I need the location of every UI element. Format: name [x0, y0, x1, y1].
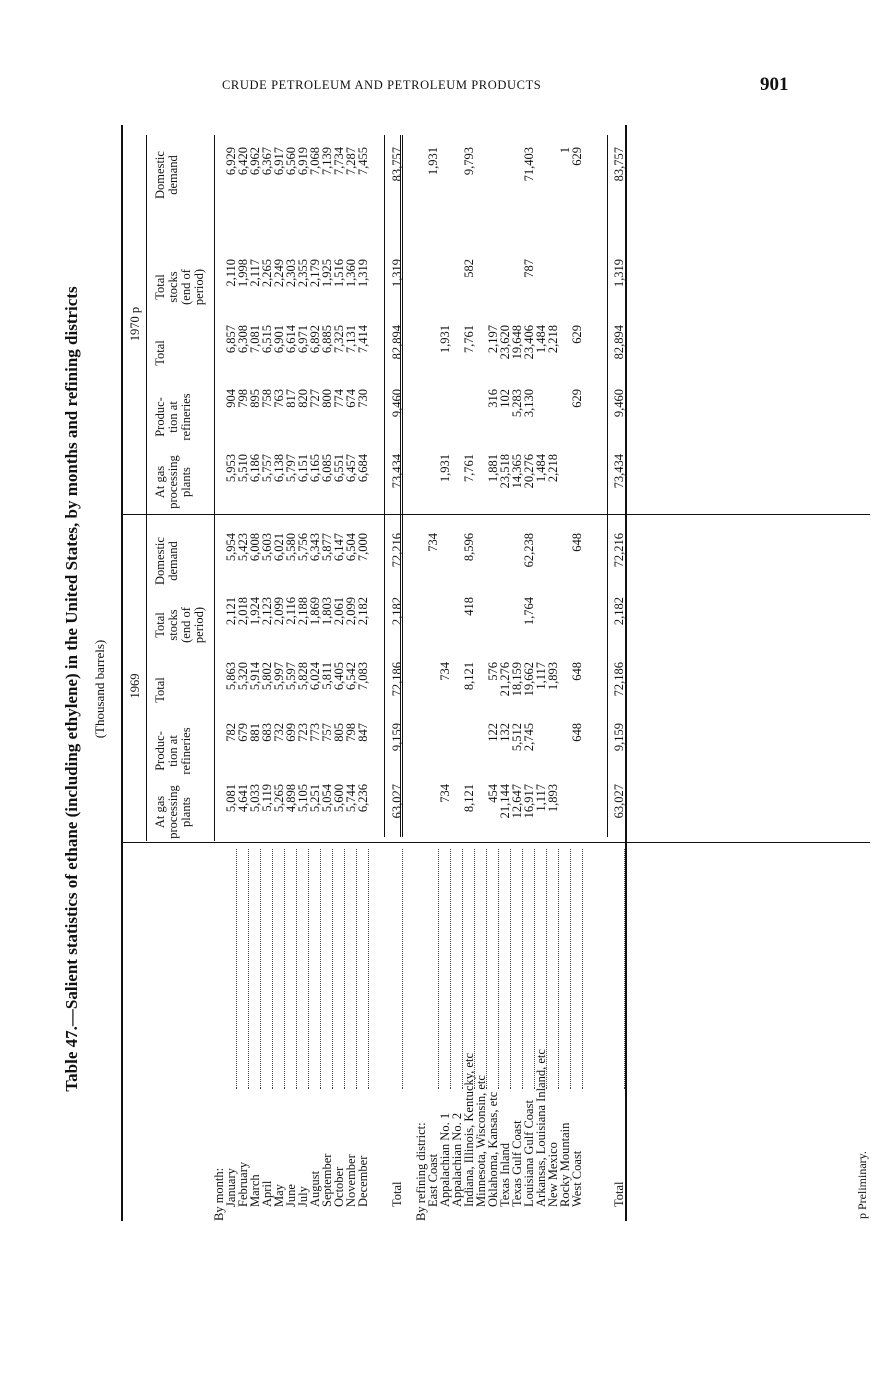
month-row-c1969-col1: 5,081: [224, 784, 238, 813]
month-row-c1970-col2: 774: [332, 389, 346, 408]
leader-dots: [346, 849, 357, 1089]
month-row-c1970-col2: 798: [236, 389, 250, 408]
month-row-c1970-col3: 7,325: [332, 325, 346, 354]
month-total-row-label: Total: [390, 1181, 404, 1207]
month-row-c1969-col5: 7,000: [356, 533, 370, 562]
month-row-c1969-col3: 5,997: [272, 662, 286, 691]
leader-dots: [274, 849, 285, 1089]
month-row-c1970-col4: 1,925: [320, 259, 334, 288]
month-row-c1970-col5: 6,420: [236, 147, 250, 176]
month-row-c1970-col3: 6,308: [236, 325, 250, 354]
month-row-c1970-col1: 6,684: [356, 454, 370, 483]
month-row-c1970-col5: 7,455: [356, 147, 370, 176]
month-row-c1969-col1: 5,600: [332, 784, 346, 813]
month-row-c1969-col4: 2,188: [296, 597, 310, 626]
month-row-c1969-col3: 6,024: [308, 662, 322, 691]
month-row-c1969-col3: 5,802: [260, 662, 274, 691]
district-total-row-c1970-col4: 1,319: [612, 259, 626, 288]
column-header-1969-5: Domestic demand: [153, 537, 180, 585]
month-row-c1969-col3: 7,083: [356, 662, 370, 691]
section-label-by-district: By refining district:: [414, 1122, 428, 1221]
month-row-c1969-col2: 757: [320, 723, 334, 742]
district-total-row-label: Total: [612, 1181, 626, 1207]
month-row-c1969-col3: 6,405: [332, 662, 346, 691]
month-row-c1970-col1: 5,510: [236, 454, 250, 483]
month-row-c1970-col4: 2,117: [248, 259, 262, 287]
district-row-c1970-col3: 2,218: [546, 325, 560, 354]
month-row-c1970-col5: 7,287: [344, 147, 358, 176]
month-row-c1969-col3: 5,914: [248, 662, 262, 691]
district-row-c1970-col1: 1,484: [534, 454, 548, 483]
district-row-c1969-col1: 12,647: [510, 784, 524, 819]
district-row-c1969-col5: 8,596: [462, 533, 476, 562]
district-row-c1970-col2: 5,283: [510, 389, 524, 418]
leader-dots: [250, 849, 261, 1089]
month-row-label: May: [272, 1184, 286, 1207]
district-row-c1970-col3: 1,931: [438, 325, 452, 354]
month-row-c1970-col3: 6,515: [260, 325, 274, 354]
month-row-c1969-col3: 5,828: [296, 662, 310, 691]
month-row-c1970-col5: 7,068: [308, 147, 322, 176]
district-row-c1969-col3: 648: [570, 662, 584, 681]
district-row-label: New Mexico: [546, 1142, 560, 1207]
month-row-c1969-col5: 5,877: [320, 533, 334, 562]
district-row-c1969-col1: 454: [486, 784, 500, 803]
leader-dots: [334, 849, 345, 1089]
district-row-c1970-col3: 1,484: [534, 325, 548, 354]
month-row-c1969-col2: 699: [284, 723, 298, 742]
district-row-c1969-col1: 8,121: [462, 784, 476, 813]
month-row-c1970-col4: 1,360: [344, 259, 358, 288]
district-total-row-c1970-col1: 73,434: [612, 454, 626, 489]
district-row-c1969-col3: 21,276: [498, 662, 512, 697]
leader-dots: [358, 849, 369, 1089]
month-row-c1969-col1: 5,033: [248, 784, 262, 813]
district-row-c1969-col2: 5,512: [510, 723, 524, 752]
section-label-by-month: By month:: [212, 1167, 226, 1221]
leader-dots: [440, 849, 451, 1089]
year-1970-heading: 1970 p: [128, 306, 142, 342]
month-row-c1970-col2: 895: [248, 389, 262, 408]
district-row-c1970-col5: 629: [570, 147, 584, 166]
district-row-c1970-col5: 1: [558, 147, 572, 154]
month-row-c1969-col5: 5,423: [236, 533, 250, 562]
table-subtitle: (Thousand barrels): [92, 639, 107, 739]
district-row-c1970-col1: 1,931: [438, 454, 452, 483]
month-row-c1969-col2: 782: [224, 723, 238, 742]
month-row-c1969-col5: 6,008: [248, 533, 262, 562]
month-row-c1969-col1: 5,265: [272, 784, 286, 813]
district-row-label: Minnesota, Wisconsin, etc: [474, 1075, 488, 1207]
leader-dots: [614, 849, 625, 1089]
month-row-c1970-col4: 1,998: [236, 259, 250, 288]
leader-dots: [500, 849, 511, 1089]
month-row-c1970-col3: 6,901: [272, 325, 286, 354]
month-row-c1970-col5: 6,929: [224, 147, 238, 176]
leader-dots: [286, 849, 297, 1089]
district-row-c1970-col3: 629: [570, 325, 584, 344]
month-total-row-c1969-col5: 72,216: [390, 533, 404, 568]
month-row-label: November: [344, 1154, 358, 1207]
district-row-c1969-col3: 18,159: [510, 662, 524, 697]
month-row-c1970-col2: 817: [284, 389, 298, 408]
total-rule: [607, 135, 608, 837]
month-row-label: October: [332, 1166, 346, 1207]
district-row-c1970-col5: 1,931: [426, 147, 440, 176]
month-row-c1970-col4: 2,249: [272, 259, 286, 288]
district-total-row-c1970-col3: 82,894: [612, 325, 626, 360]
leader-dots: [298, 849, 309, 1089]
leader-dots: [476, 849, 487, 1089]
district-total-row-c1969-col4: 2,182: [612, 597, 626, 626]
month-row-c1970-col5: 6,917: [272, 147, 286, 176]
month-row-c1969-col5: 5,580: [284, 533, 298, 562]
district-row-c1969-col4: 1,764: [522, 597, 536, 626]
district-row-c1970-col2: 316: [486, 389, 500, 408]
column-header-1969-2: Produc- tion at refineries: [153, 727, 193, 775]
month-row-label: July: [296, 1186, 310, 1207]
month-row-c1970-col2: 820: [296, 389, 310, 408]
month-row-c1969-col2: 881: [248, 723, 262, 742]
month-row-c1969-col4: 2,099: [344, 597, 358, 626]
month-total-row-c1970-col2: 9,460: [390, 389, 404, 418]
month-row-c1969-col1: 5,251: [308, 784, 322, 813]
district-total-row-c1969-col3: 72,186: [612, 662, 626, 697]
district-row-c1969-col2: 132: [498, 723, 512, 742]
table-title: Table 47.—Salient statistics of ethane (including ethylene) in the United States, by months and refining districts: [62, 286, 81, 1092]
month-row-c1970-col2: 674: [344, 389, 358, 408]
month-row-c1970-col5: 7,139: [320, 147, 334, 176]
month-row-c1969-col2: 679: [236, 723, 250, 742]
column-header-1970-1: At gas processing plants: [153, 455, 193, 509]
month-row-c1969-col4: 1,869: [308, 597, 322, 626]
month-row-c1969-col4: 1,924: [248, 597, 262, 626]
month-row-c1969-col3: 5,320: [236, 662, 250, 691]
district-row-c1969-col5: 62,238: [522, 533, 536, 568]
district-row-c1970-col3: 7,761: [462, 325, 476, 354]
district-row-c1970-col1: 14,365: [510, 454, 524, 489]
month-total-row-c1970-col4: 1,319: [390, 259, 404, 288]
leader-dots: [238, 849, 249, 1089]
district-row-c1969-col2: 2,745: [522, 723, 536, 752]
month-row-c1970-col5: 6,919: [296, 147, 310, 176]
month-row-c1970-col1: 6,165: [308, 454, 322, 483]
month-row-c1969-col5: 5,756: [296, 533, 310, 562]
district-row-c1970-col3: 19,648: [510, 325, 524, 360]
month-row-c1969-col2: 773: [308, 723, 322, 742]
month-row-c1969-col3: 5,863: [224, 662, 238, 691]
district-row-c1969-col1: 734: [438, 784, 452, 803]
running-header-title: CRUDE PETROLEUM AND PETROLEUM PRODUCTS: [222, 78, 542, 92]
column-header-1970-5: Domestic demand: [153, 151, 180, 199]
district-row-c1970-col1: 20,276: [522, 454, 536, 489]
month-row-c1969-col4: 2,116: [284, 597, 298, 625]
district-row-c1969-col1: 1,117: [534, 784, 548, 812]
leader-dots: [226, 849, 237, 1089]
district-row-c1970-col1: 2,218: [546, 454, 560, 483]
month-row-label: January: [224, 1168, 238, 1207]
district-row-c1969-col4: 418: [462, 597, 476, 616]
month-row-c1970-col1: 6,138: [272, 454, 286, 483]
district-row-c1970-col3: 2,197: [486, 325, 500, 354]
district-row-c1970-col5: 71,403: [522, 147, 536, 182]
column-rule: [121, 842, 870, 843]
month-row-c1969-col1: 4,898: [284, 784, 298, 813]
month-row-c1969-col3: 5,597: [284, 662, 298, 691]
month-row-c1969-col1: 5,744: [344, 784, 358, 813]
month-row-c1969-col3: 5,811: [320, 662, 334, 690]
month-row-c1970-col1: 6,085: [320, 454, 334, 483]
month-row-c1970-col3: 7,081: [248, 325, 262, 354]
month-row-c1970-col1: 6,186: [248, 454, 262, 483]
leader-dots: [572, 849, 583, 1089]
district-row-c1970-col1: 7,761: [462, 454, 476, 483]
district-row-label: Appalachian No. 2: [450, 1112, 464, 1207]
district-row-c1969-col2: 122: [486, 723, 500, 742]
district-row-c1970-col5: 9,793: [462, 147, 476, 176]
month-row-c1969-col5: 5,954: [224, 533, 238, 562]
leader-dots: [464, 849, 475, 1089]
month-row-c1969-col5: 6,504: [344, 533, 358, 562]
district-total-row-c1969-col5: 72,216: [612, 533, 626, 568]
month-total-row-c1970-col1: 73,434: [390, 454, 404, 489]
district-row-c1969-col5: 648: [570, 533, 584, 552]
district-total-row-c1970-col2: 9,460: [612, 389, 626, 418]
month-total-row-c1969-col2: 9,159: [390, 723, 404, 752]
month-row-c1970-col3: 6,971: [296, 325, 310, 354]
leader-dots: [536, 849, 547, 1089]
month-row-c1969-col1: 4,641: [236, 784, 250, 813]
month-total-row-c1969-col3: 72,186: [390, 662, 404, 697]
month-row-c1970-col5: 7,734: [332, 147, 346, 176]
district-row-c1970-col3: 23,406: [522, 325, 536, 360]
district-row-label: Indiana, Illinois, Kentucky, etc: [462, 1052, 476, 1207]
district-row-c1969-col1: 16,917: [522, 784, 536, 819]
month-row-c1969-col1: 5,119: [260, 784, 274, 812]
district-row-c1970-col4: 582: [462, 259, 476, 278]
page-number: 901: [760, 74, 789, 95]
district-row-label: Texas Inland: [498, 1142, 512, 1207]
month-row-label: April: [260, 1180, 274, 1207]
column-header-1970-3: Total: [153, 340, 167, 366]
month-row-c1969-col4: 2,123: [260, 597, 274, 626]
leader-dots: [392, 849, 403, 1089]
month-row-c1970-col2: 763: [272, 389, 286, 408]
leader-dots: [512, 849, 523, 1089]
month-row-c1969-col3: 6,542: [344, 662, 358, 691]
month-row-label: September: [320, 1153, 334, 1207]
month-row-c1970-col5: 6,367: [260, 147, 274, 176]
month-row-c1969-col1: 6,236: [356, 784, 370, 813]
district-total-row-c1969-col2: 9,159: [612, 723, 626, 752]
month-row-c1969-col5: 6,343: [308, 533, 322, 562]
month-row-c1970-col1: 5,953: [224, 454, 238, 483]
district-total-row-c1970-col5: 83,757: [612, 147, 626, 182]
month-row-c1969-col4: 1,803: [320, 597, 334, 626]
month-row-c1969-col2: 732: [272, 723, 286, 742]
leader-dots: [262, 849, 273, 1089]
column-header-1969-1: At gas processing plants: [153, 785, 193, 839]
district-row-c1970-col2: 102: [498, 389, 512, 408]
month-row-c1970-col2: 730: [356, 389, 370, 408]
month-row-c1970-col3: 6,857: [224, 325, 238, 354]
month-row-c1969-col4: 2,018: [236, 597, 250, 626]
month-row-c1970-col5: 6,560: [284, 147, 298, 176]
month-row-c1969-col4: 2,099: [272, 597, 286, 626]
district-row-c1969-col3: 19,662: [522, 662, 536, 697]
district-row-c1969-col1: 21,144: [498, 784, 512, 819]
month-row-c1970-col1: 6,457: [344, 454, 358, 483]
month-row-c1969-col4: 2,182: [356, 597, 370, 626]
month-row-c1970-col4: 2,179: [308, 259, 322, 288]
month-row-c1970-col3: 6,614: [284, 325, 298, 354]
leader-dots: [322, 849, 333, 1089]
leader-dots: [488, 849, 499, 1089]
district-row-c1969-col3: 1,117: [534, 662, 548, 690]
month-row-c1970-col1: 5,797: [284, 454, 298, 483]
month-total-row-c1969-col4: 2,182: [390, 597, 404, 626]
month-row-c1970-col2: 727: [308, 389, 322, 408]
district-row-label: West Coast: [570, 1150, 584, 1207]
month-row-label: June: [284, 1184, 298, 1207]
district-row-label: Arkansas, Louisiana Inland, etc: [534, 1049, 548, 1207]
district-row-c1970-col1: 23,518: [498, 454, 512, 489]
footnote: p Preliminary.: [855, 1151, 869, 1219]
month-row-c1970-col3: 6,892: [308, 325, 322, 354]
leader-dots: [310, 849, 321, 1089]
month-row-c1970-col4: 2,355: [296, 259, 310, 288]
district-row-label: Oklahoma, Kansas, etc: [486, 1091, 500, 1207]
month-row-label: August: [308, 1170, 322, 1207]
month-row-c1969-col2: 798: [344, 723, 358, 742]
leader-dots: [560, 849, 571, 1089]
month-row-c1970-col3: 7,414: [356, 325, 370, 354]
district-row-c1970-col1: 1,881: [486, 454, 500, 483]
month-row-c1970-col2: 758: [260, 389, 274, 408]
district-total-row-c1969-col1: 63,027: [612, 784, 626, 819]
district-row-c1970-col2: 3,130: [522, 389, 536, 418]
leader-dots: [548, 849, 559, 1089]
month-row-c1969-col5: 6,021: [272, 533, 286, 562]
district-row-c1969-col1: 1,893: [546, 784, 560, 813]
month-row-c1969-col5: 5,603: [260, 533, 274, 562]
bottom-rule: [625, 125, 627, 1221]
month-row-c1970-col4: 2,265: [260, 259, 274, 288]
year-1969-heading: 1969: [128, 673, 142, 699]
month-row-c1970-col4: 1,319: [356, 259, 370, 288]
district-row-label: Appalachian No. 1: [438, 1112, 452, 1207]
month-row-c1969-col2: 805: [332, 723, 346, 742]
column-header-1969-4: Total stocks (end of period): [153, 606, 206, 644]
month-row-c1970-col2: 904: [224, 389, 238, 408]
leader-dots: [428, 849, 439, 1089]
total-double-rule: [400, 135, 403, 837]
month-row-c1969-col2: 847: [356, 723, 370, 742]
district-row-c1969-col3: 8,121: [462, 662, 476, 691]
column-header-1970-4: Total stocks (end of period): [153, 268, 206, 306]
top-rule: [121, 125, 123, 1221]
district-row-label: Texas Gulf Coast: [510, 1120, 524, 1207]
header-rule: [214, 135, 215, 841]
month-row-c1969-col1: 5,105: [296, 784, 310, 813]
month-row-c1969-col4: 2,061: [332, 597, 346, 626]
month-row-c1970-col1: 6,151: [296, 454, 310, 483]
month-row-c1969-col1: 5,054: [320, 784, 334, 813]
month-row-c1970-col2: 800: [320, 389, 334, 408]
total-rule: [384, 135, 385, 837]
district-row-c1970-col2: 629: [570, 389, 584, 408]
month-row-c1970-col4: 1,516: [332, 259, 346, 288]
column-header-1970-2: Produc- tion at refineries: [153, 393, 193, 441]
district-row-label: Rocky Mountain: [558, 1122, 572, 1207]
district-row-c1969-col5: 734: [426, 533, 440, 552]
month-row-c1970-col1: 5,757: [260, 454, 274, 483]
district-row-c1970-col3: 23,620: [498, 325, 512, 360]
month-row-c1969-col5: 6,147: [332, 533, 346, 562]
month-row-label: March: [248, 1174, 262, 1207]
month-row-c1969-col4: 2,121: [224, 597, 238, 626]
district-row-c1969-col3: 1,893: [546, 662, 560, 691]
district-row-label: Louisiana Gulf Coast: [522, 1100, 536, 1207]
district-row-c1970-col4: 787: [522, 259, 536, 278]
month-row-c1970-col4: 2,303: [284, 259, 298, 288]
month-row-label: December: [356, 1155, 370, 1207]
district-row-c1969-col2: 648: [570, 723, 584, 742]
month-row-c1969-col2: 723: [296, 723, 310, 742]
district-row-c1969-col3: 576: [486, 662, 500, 681]
month-total-row-c1970-col5: 83,757: [390, 147, 404, 182]
month-row-label: February: [236, 1161, 250, 1207]
month-row-c1970-col4: 2,110: [224, 259, 238, 287]
month-row-c1969-col2: 683: [260, 723, 274, 742]
district-row-c1969-col3: 734: [438, 662, 452, 681]
month-row-c1970-col1: 6,551: [332, 454, 346, 483]
month-total-row-c1969-col1: 63,027: [390, 784, 404, 819]
column-rule: [121, 514, 870, 515]
month-total-row-c1970-col3: 82,894: [390, 325, 404, 360]
column-header-1969-3: Total: [153, 677, 167, 703]
year-underline: [146, 135, 147, 841]
district-row-label: East Coast: [426, 1153, 440, 1207]
month-row-c1970-col5: 6,962: [248, 147, 262, 176]
month-row-c1970-col3: 7,131: [344, 325, 358, 354]
month-row-c1970-col3: 6,885: [320, 325, 334, 354]
